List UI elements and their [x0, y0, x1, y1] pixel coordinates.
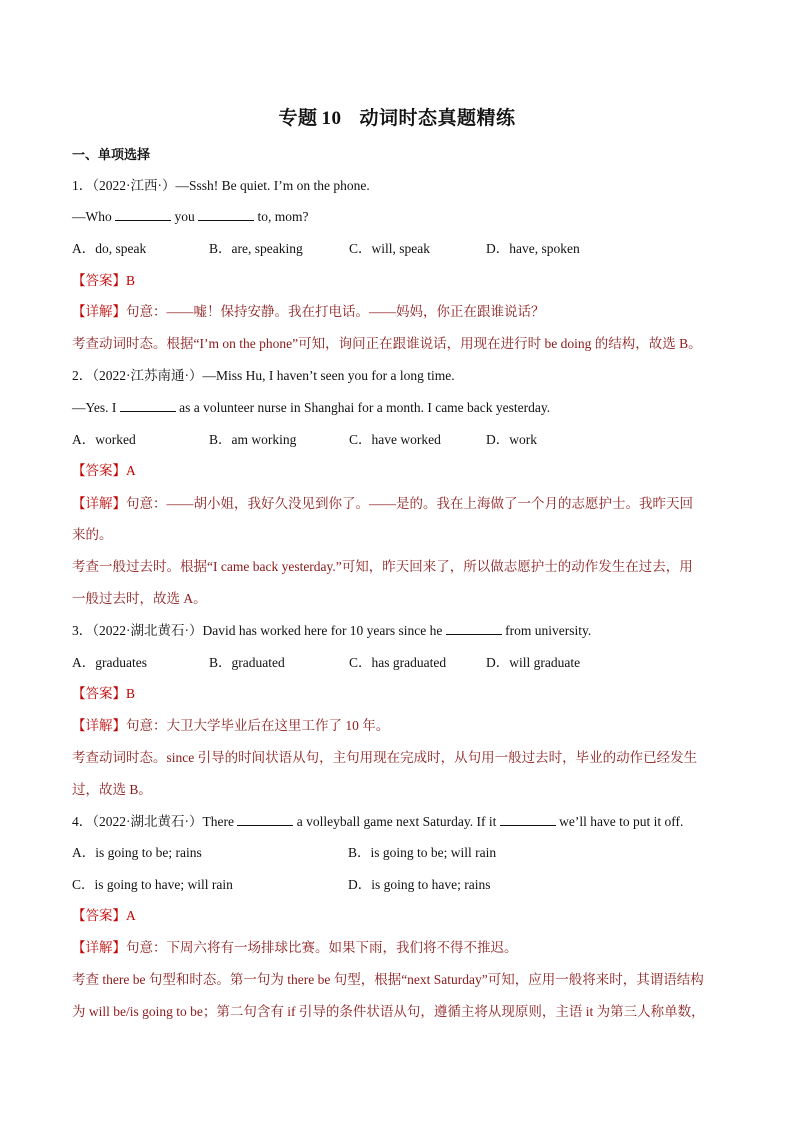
q1-detail-text: 句意：——嘘！保持安静。我在打电话。——妈妈，你正在跟谁说话？	[126, 304, 545, 319]
detail-label: 【详解】	[72, 718, 126, 733]
answer-blank	[115, 208, 171, 221]
q1-answer: 【答案】B	[72, 273, 136, 288]
q4-option-b: B．is going to be; will rain	[348, 845, 497, 860]
q4-stem	[72, 812, 722, 832]
q2-option-a: A．worked	[72, 432, 136, 447]
q1-option-a: A．do, speak	[72, 241, 147, 256]
q3-option-b: B．graduated	[209, 655, 285, 670]
q1-analysis: 考查动词时态。根据“I’m on the phone”可知，询问正在跟谁说话，用现在进行时 be doing 的结构，故选 B。	[72, 336, 702, 351]
q4-stem-part-c: we’ll have to put it off.	[559, 814, 684, 829]
q1-stem: 1．（2022·江西·）—Sssh! Be quiet. I’m on the phone.	[72, 178, 370, 193]
q1-option-b: B．are, speaking	[209, 241, 303, 256]
answer-blank	[198, 208, 254, 221]
section-heading: 一、单项选择	[72, 147, 151, 162]
q3-detail	[72, 716, 722, 736]
q4-analysis: 考查 there be 句型和时态。第一句为 there be 句型，根据“next Saturday”可知，应用一般将来时，其谓语结构	[72, 972, 704, 987]
q2-detail-cont: 来的。	[72, 527, 113, 542]
detail-label: 【详解】	[72, 940, 126, 955]
q3-stem-part-b: from university.	[505, 623, 592, 638]
q4-analysis-cont: 为 will be/is going to be；第二句含有 if 引导的条件状语从句，遵循主将从现原则，主语 it 为第三人称单数，	[72, 1004, 705, 1019]
q3-option-c: C．has graduated	[349, 655, 447, 670]
detail-label: 【详解】	[72, 304, 126, 319]
title-number: 10	[321, 108, 342, 129]
q4-answer: 【答案】A	[72, 908, 136, 923]
title-text: 动词时态真题精练	[359, 108, 516, 129]
q1-line2-part-c: to, mom?	[257, 209, 309, 224]
q2-detail-text: 句意：——胡小姐，我好久没见到你了。——是的。我在上海做了一个月的志愿护士。我昨天回	[126, 496, 693, 511]
q2-line2-part-b: as a volunteer nurse in Shanghai for a month. I came back yesterday.	[179, 400, 551, 415]
q3-stem-part-a: 3．（2022·湖北黄石·）David has worked here for 10 years since he	[72, 623, 443, 638]
q2-line2-part-a: —Yes. I	[72, 400, 117, 415]
q1-line2-part-a: —Who	[72, 209, 112, 224]
answer-blank	[120, 399, 176, 412]
q2-option-b: B．am working	[209, 432, 297, 447]
q4-detail-text: 句意：下周六将有一场排球比赛。如果下雨，我们将不得不推迟。	[126, 940, 518, 955]
q2-analysis: 考查一般过去时。根据“I came back yesterday.”可知，昨天回来了，所以做志愿护士的动作发生在过去，用	[72, 559, 693, 574]
answer-blank	[237, 813, 293, 826]
q1-detail	[72, 302, 722, 322]
q2-stem: 2．（2022·江苏南通·）—Miss Hu, I haven’t seen you for a long time.	[72, 368, 455, 383]
q3-analysis-cont: 过，故选 B。	[72, 782, 152, 797]
q1-line2-part-b: you	[174, 209, 195, 224]
q3-detail-text: 句意：大卫大学毕业后在这里工作了 10 年。	[126, 718, 390, 733]
q4-option-c: C．is going to have; will rain	[72, 877, 233, 892]
q3-analysis: 考查动词时态。since 引导的时间状语从句，主句用现在完成时，从句用一般过去时，毕业的动作已经发生	[72, 750, 698, 765]
q4-option-a: A．is going to be; rains	[72, 845, 202, 860]
q2-option-d: D．work	[486, 432, 537, 447]
q2-detail	[72, 494, 722, 514]
q3-option-a: A．graduates	[72, 655, 147, 670]
page-title	[0, 103, 794, 130]
q2-answer: 【答案】A	[72, 463, 136, 478]
q3-option-d: D．will graduate	[486, 655, 581, 670]
title-prefix: 专题	[278, 108, 318, 129]
q1-line2	[72, 207, 722, 227]
q4-detail	[72, 938, 722, 958]
q2-line2	[72, 398, 722, 418]
q3-answer: 【答案】B	[72, 686, 136, 701]
q3-stem	[72, 621, 722, 641]
q2-option-c: C．have worked	[349, 432, 441, 447]
q1-option-d: D．have, spoken	[486, 241, 580, 256]
q2-analysis-cont: 一般过去时，故选 A。	[72, 591, 207, 606]
q4-stem-part-a: 4．（2022·湖北黄石·）There	[72, 814, 234, 829]
detail-label: 【详解】	[72, 496, 126, 511]
answer-blank	[500, 813, 556, 826]
q1-option-c: C．will, speak	[349, 241, 430, 256]
q4-stem-part-b: a volleyball game next Saturday. If it	[296, 814, 497, 829]
answer-blank	[446, 622, 502, 635]
q4-option-d: D．is going to have; rains	[348, 877, 491, 892]
